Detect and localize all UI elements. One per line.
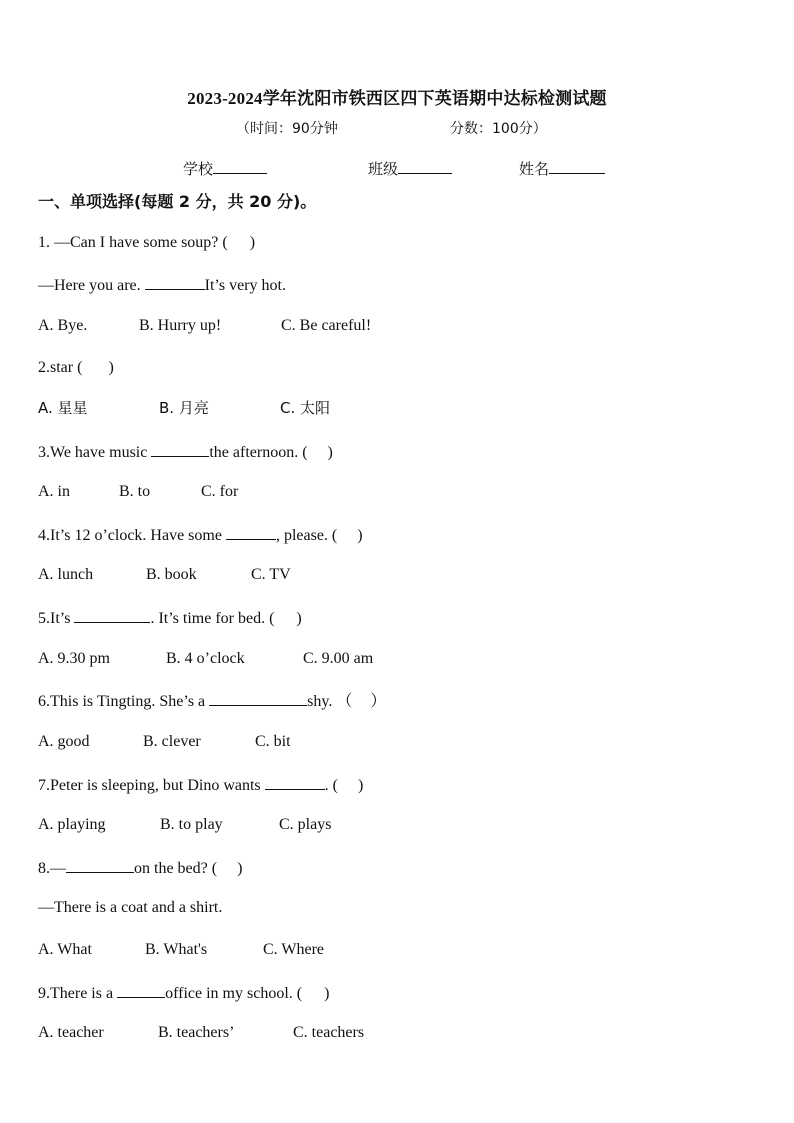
question-stem-end: ) xyxy=(357,777,364,794)
option-b[interactable]: B. teachers’ xyxy=(158,1024,235,1041)
exam-score: 分数：100分） xyxy=(450,121,547,137)
question-2 xyxy=(38,358,114,378)
class-label: 班级 xyxy=(368,160,399,178)
question-stem-mid: shy. （ xyxy=(307,693,353,710)
option-b[interactable]: B. 月亮 xyxy=(159,399,209,417)
school-label: 学校 xyxy=(183,160,214,178)
question-stem-mid: on the bed? ( xyxy=(134,860,218,877)
question-7-options xyxy=(38,815,331,835)
option-c[interactable]: C. TV xyxy=(251,566,291,583)
option-b[interactable]: B. Hurry up! xyxy=(139,317,222,334)
fill-blank[interactable] xyxy=(226,524,276,540)
question-6 xyxy=(38,690,386,712)
option-b[interactable]: B. What's xyxy=(145,941,208,958)
fill-blank[interactable] xyxy=(265,774,325,790)
question-number: 1. xyxy=(38,234,54,251)
question-3-options xyxy=(38,482,238,502)
school-field xyxy=(183,158,267,179)
option-c[interactable]: C. 太阳 xyxy=(280,399,331,417)
question-5-options xyxy=(38,649,373,669)
exam-time: （时间：90分钟 xyxy=(236,121,338,137)
question-3 xyxy=(38,441,333,463)
reply-text: —Here you are. xyxy=(38,277,145,294)
question-6-options xyxy=(38,732,291,752)
question-stem-mid: , please. ( xyxy=(275,527,338,544)
question-stem-mid: . ( xyxy=(324,777,338,794)
question-stem-mid: . It’s time for bed. ( xyxy=(150,610,275,627)
option-b[interactable]: B. to xyxy=(119,483,151,500)
question-1-options xyxy=(38,316,371,336)
option-c[interactable]: C. plays xyxy=(279,816,332,833)
option-a[interactable]: A. good xyxy=(38,733,90,750)
class-field xyxy=(368,158,452,179)
question-1 xyxy=(38,233,255,253)
option-a[interactable]: A. teacher xyxy=(38,1024,104,1041)
question-9-options xyxy=(38,1023,364,1043)
question-4-options xyxy=(38,565,291,585)
question-stem-end: ) xyxy=(108,359,114,376)
option-c[interactable]: C. Where xyxy=(263,941,325,958)
question-8-reply xyxy=(38,898,222,918)
option-b[interactable]: B. book xyxy=(146,566,197,583)
question-7 xyxy=(38,774,363,796)
question-stem: 5.It’s xyxy=(38,610,75,627)
question-stem: 7.Peter is sleeping, but Dino wants xyxy=(38,777,265,794)
question-2-options xyxy=(38,398,330,418)
school-blank[interactable] xyxy=(213,159,267,174)
name-field xyxy=(519,158,605,179)
fill-blank[interactable] xyxy=(74,607,150,623)
option-b[interactable]: B. 4 o’clock xyxy=(166,650,245,667)
option-a[interactable]: A. in xyxy=(38,483,70,500)
question-stem-mid: office in my school. ( xyxy=(165,985,303,1002)
option-c[interactable]: C. Be careful! xyxy=(281,317,372,334)
name-blank[interactable] xyxy=(549,159,605,174)
option-c[interactable]: C. bit xyxy=(255,733,291,750)
question-stem-end: ) xyxy=(324,985,330,1002)
fill-blank[interactable] xyxy=(145,274,205,290)
question-stem: 9.There is a xyxy=(38,985,118,1002)
question-stem-end: ) xyxy=(296,610,302,627)
option-b[interactable]: B. clever xyxy=(143,733,201,750)
fill-blank[interactable] xyxy=(66,857,134,873)
question-8 xyxy=(38,857,242,879)
option-a[interactable]: A. 9.30 pm xyxy=(38,650,110,667)
question-stem-mid: the afternoon. ( xyxy=(209,444,308,461)
question-stem: 2.star ( xyxy=(38,359,83,376)
question-4 xyxy=(38,524,363,546)
question-stem-end: ) xyxy=(237,860,243,877)
fill-blank[interactable] xyxy=(151,441,209,457)
class-blank[interactable] xyxy=(398,159,452,174)
option-a[interactable]: A. 星星 xyxy=(38,399,88,417)
option-a[interactable]: A. What xyxy=(38,941,92,958)
option-c[interactable]: C. 9.00 am xyxy=(303,650,374,667)
question-9 xyxy=(38,982,329,1004)
question-stem: —Can I have some soup? ( xyxy=(54,234,228,251)
question-stem-end: ) xyxy=(327,444,333,461)
question-stem-end: ) xyxy=(249,234,256,251)
question-stem: 3.We have music xyxy=(38,444,152,461)
name-label: 姓名 xyxy=(519,160,550,178)
question-stem: 6.This is Tingting. She’s a xyxy=(38,693,210,710)
option-a[interactable]: A. lunch xyxy=(38,566,94,583)
option-a[interactable]: A. Bye. xyxy=(38,317,88,334)
question-stem-end: ） xyxy=(370,693,387,710)
fill-blank[interactable] xyxy=(117,982,165,998)
exam-title: 2023-2024学年沈阳市铁西区四下英语期中达标检测试题 xyxy=(187,89,607,108)
fill-blank[interactable] xyxy=(209,690,307,706)
reply-text-end: It’s very hot. xyxy=(204,277,286,294)
question-1-reply xyxy=(38,274,286,296)
option-a[interactable]: A. playing xyxy=(38,816,106,833)
option-c[interactable]: C. teachers xyxy=(293,1024,365,1041)
section-heading: 一、单项选择(每题 2 分，共 20 分)。 xyxy=(38,192,317,211)
question-stem: 8.— xyxy=(38,860,66,877)
question-stem: 4.It’s 12 o’clock. Have some xyxy=(38,527,226,544)
question-stem-end: ) xyxy=(357,527,363,544)
question-8-options xyxy=(38,940,324,960)
option-c[interactable]: C. for xyxy=(201,483,239,500)
reply-text: —There is a coat and a shirt. xyxy=(38,899,223,916)
option-b[interactable]: B. to play xyxy=(160,816,223,833)
question-5 xyxy=(38,607,302,629)
